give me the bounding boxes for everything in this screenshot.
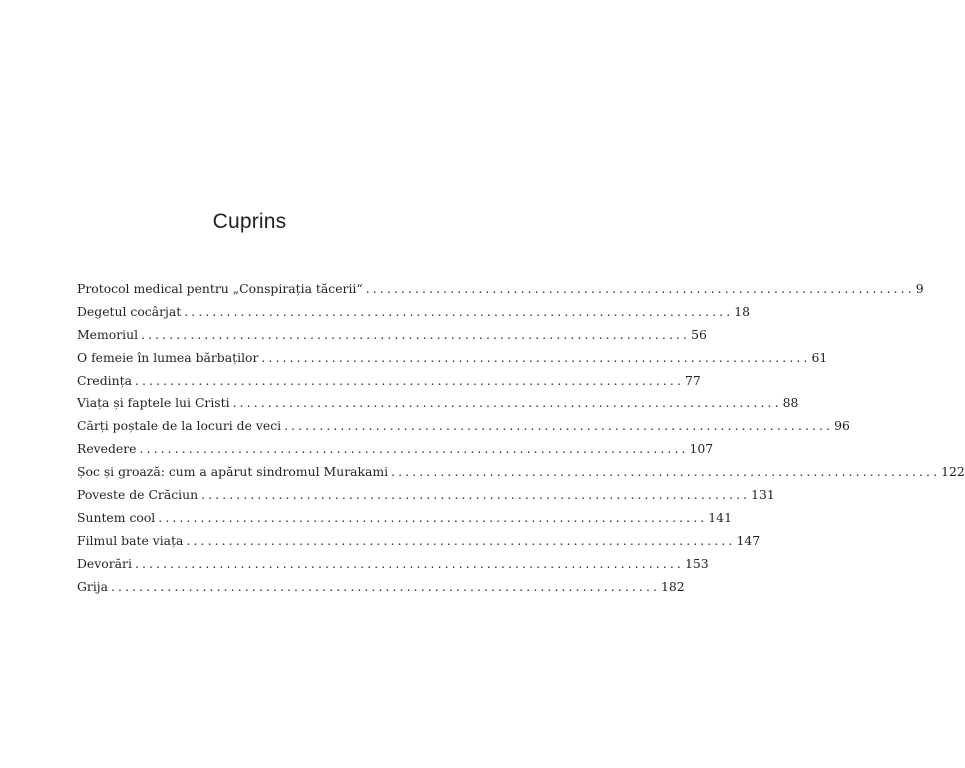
dot-leader: .............................................................................. [141,326,691,342]
dot-leader: .............................................................................. [232,395,782,411]
toc-entry [77,464,965,487]
toc-entry-page: 153 [684,555,709,571]
toc-entry [77,578,685,602]
toc-entry-page: 141 [708,509,732,525]
dot-leader: .............................................................................. [139,441,689,457]
toc-entry-title: Revedere [77,441,137,457]
toc-entry [77,281,924,304]
toc-entry-title: Poveste de Crăciun [77,487,199,503]
toc-entry-title: Filmul bate viața [77,532,184,548]
dot-leader: .............................................................................. [201,487,751,503]
toc-entry-title: Viața și faptele lui Cristi [77,395,230,411]
toc-entry [77,418,850,441]
dot-leader: .............................................................................. [261,349,811,365]
toc-entry-page: 147 [736,532,761,548]
toc-entry-page: 56 [691,326,707,342]
toc-entry-page: 107 [689,441,714,457]
toc-entry-page: 61 [811,349,828,365]
toc-entry-page: 88 [782,395,799,411]
toc-entry-page: 9 [915,281,924,296]
dot-leader: .............................................................................. [284,418,834,434]
toc-entry [77,395,799,418]
toc-entry-page: 182 [661,578,685,594]
toc-entry-page: 18 [734,303,751,319]
toc-entry-title: O femeie în lumea bărbaților [77,349,259,365]
table-of-contents [77,281,965,601]
dot-leader: .............................................................................. [184,303,734,319]
toc-entry-title: Protocol medical pentru „Conspirația tăcerii“ [77,281,363,296]
toc-entry-page: 96 [834,418,850,434]
dot-leader: .............................................................................. [365,281,915,296]
dot-leader: .............................................................................. [158,509,708,525]
toc-entry-title: Degetul cocârjat [77,303,182,319]
dot-leader: .............................................................................. [134,555,684,571]
toc-entry [77,532,761,556]
dot-leader: .............................................................................. [111,578,661,594]
toc-entry-title: Grija [77,578,109,594]
toc-entry-title: Credința [77,372,132,388]
toc-entry-title: Șoc și groază: cum a apărut sindromul Murakami [77,464,389,480]
toc-entry [77,372,701,396]
dot-leader: .............................................................................. [186,532,736,548]
toc-entry-title: Devorări [77,555,132,571]
toc-entry [77,487,775,510]
toc-entry-page: 122 [941,464,965,480]
page-title: Cuprins [212,210,287,233]
toc-entry-page: 131 [751,487,775,503]
toc-entry [77,349,828,373]
dot-leader: .............................................................................. [391,464,941,480]
toc-entry-title: Suntem cool [77,509,156,525]
toc-entry [77,509,732,533]
dot-leader: .............................................................................. [134,372,684,388]
toc-entry [77,441,714,464]
toc-entry-title: Memoriul [77,326,139,342]
toc-entry-title: Cărți poștale de la locuri de veci [77,418,282,434]
toc-entry-page: 77 [685,372,701,388]
toc-entry [77,555,709,579]
toc-entry [77,326,707,350]
toc-entry [77,303,751,327]
